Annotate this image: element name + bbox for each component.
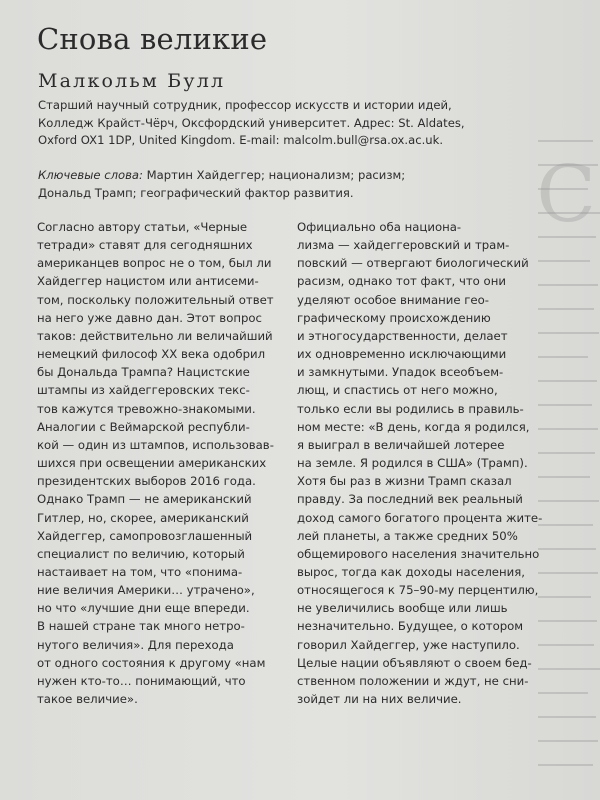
text-line: только если вы родились в правиль- [297,401,524,416]
text-line: штампы из хайдеггеровских текс- [37,383,250,398]
text-line: настаивает на том, что «понима- [37,564,243,579]
text-line: ственном положении и ждут, не сни- [297,673,529,688]
text-line: Гитлер, но, скорее, американский [37,510,249,525]
affiliation-line: Колледж Крайст-Чёрч, Оксфордский университет. Адрес: St. Aldates, [38,115,465,130]
text-line: тетради» ставят для сегодняшних [37,238,253,253]
text-line: Аналогии с Веймарской республи- [37,419,250,434]
text-line: лющ, и спастись от него можно, [297,383,498,398]
text-line: правду. За последний век реальный [297,492,523,507]
text-line: уделяют особое внимание гео- [297,292,489,307]
text-line: тов кажутся тревожно-знакомыми. [37,401,256,416]
text-line: лей планеты, а также средних 50% [297,528,518,543]
body-column-right [297,218,543,708]
text-line: зойдет ли на них величие. [297,692,462,707]
text-line: немецкий философ XX века одобрил [37,347,266,362]
text-line: нутого величия». Для перехода [37,637,234,652]
text-line: ние величия Америки… утрачено», [37,583,255,598]
text-line: нужен кто-то… понимающий, что [37,673,246,688]
text-line: шихся при освещении американских [37,456,267,471]
text-line: Хайдеггер, самопровозглашенный [37,528,253,543]
keywords-label: Ключевые слова: [38,168,143,182]
text-line: В нашей стране так много нетро- [37,619,245,634]
text-line: повский — отвергают биологический [297,256,529,271]
text-line: графическому происхождению [297,310,491,325]
keywords-text: Мартин Хайдеггер; национализм; расизм; [142,168,406,182]
text-line: Согласно автору статьи, «Черные [37,220,248,234]
text-line: Хайдеггер нацистом или антисеми- [37,274,259,289]
text-line: Целые нации объявляют о своем бед- [297,655,532,670]
text-line: лизма — хайдеггеровский и трам- [297,238,510,253]
text-line: на него уже давно дан. Этот вопрос [37,310,262,325]
article-title: Снова великие [37,22,268,56]
text-line: но что «лучшие дни еще впереди. [37,601,250,616]
text-line: незначительно. Будущее, о котором [297,619,524,634]
keywords-line [38,167,558,185]
text-line: Однако Трамп — не американский [37,492,252,507]
text-line: такое величие». [37,692,138,707]
bleed-through-dropcap: C [536,150,596,240]
text-line: не увеличились вообще или лишь [297,601,508,616]
keywords-block [38,167,558,202]
text-line: ном месте: «В день, когда я родился, [297,419,530,434]
body-column-left [37,218,287,708]
author-affiliation [38,97,558,150]
text-line: относящегося к 75–90-му перцентилю, [297,583,539,598]
text-line: американцев вопрос не о том, был ли [37,256,272,271]
text-line: специалист по величию, который [37,546,245,561]
text-line: доход самого богатого процента жите- [297,510,543,525]
text-line: Хотя бы раз в жизни Трамп сказал [297,474,512,489]
text-line: вырос, тогда как доходы населения, [297,564,525,579]
affiliation-line: Старший научный сотрудник, профессор искусств и истории идей, [38,98,452,112]
text-line: таков: действительно ли величайший [37,328,273,343]
text-line: на земле. Я родился в США» (Трамп). [297,456,528,471]
text-line: кой — один из штампов, использовав- [37,437,274,452]
text-line: общемирового населения значительно [297,546,540,561]
author-name: Малкольм Булл [38,70,226,92]
text-line: президентских выборов 2016 года. [37,474,256,489]
text-line: бы Дональда Трампа? Нацистские [37,365,250,380]
text-line: Официально оба национа- [297,220,462,234]
keywords-line: Дональд Трамп; географический фактор развития. [38,185,354,200]
text-line: расизм, однако тот факт, что они [297,274,506,289]
text-line: от одного состояния к другому «нам [37,655,266,670]
affiliation-line: Oxford OX1 1DP, United Kingdom. E-mail: malcolm.bull@rsa.ox.ac.uk. [38,133,444,148]
text-line: говорил Хайдеггер, уже наступило. [297,637,520,652]
text-line: и этногосударственности, делает [297,328,508,343]
text-line: и замкнутыми. Упадок всеобъем- [297,365,504,380]
text-line: я выиграл в величайшей лотерее [297,437,505,452]
text-line: их одновременно исключающими [297,347,507,362]
text-line: том, поскольку положительный ответ [37,292,274,307]
